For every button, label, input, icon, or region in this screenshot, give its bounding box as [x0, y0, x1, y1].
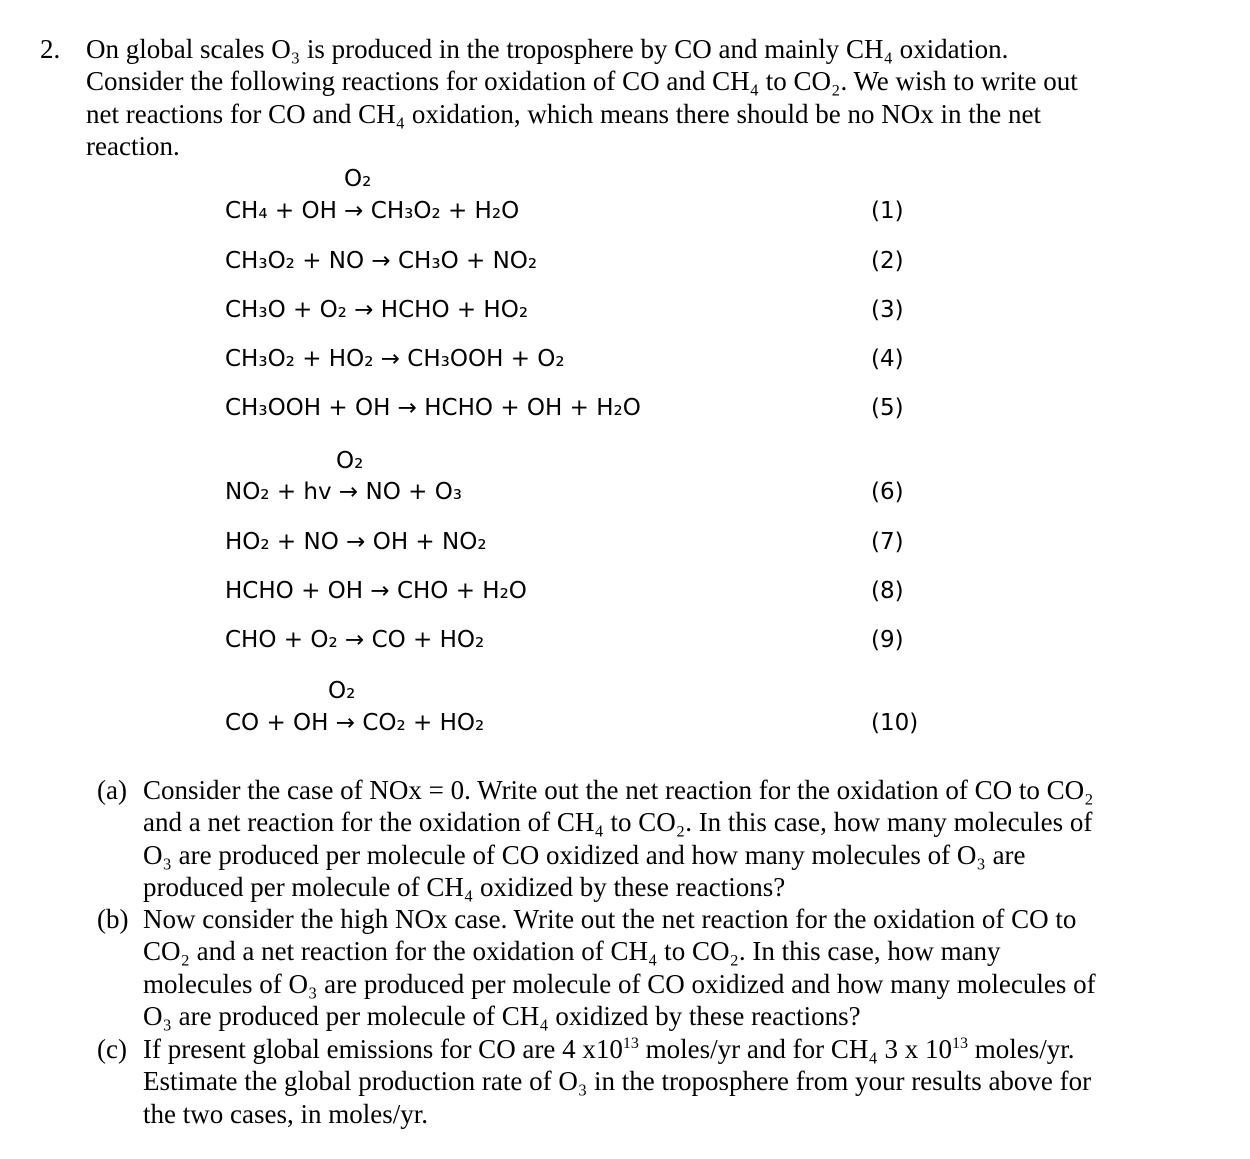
- reaction-3-equation: CH₃O + O₂ → HCHO + HO₂: [225, 297, 529, 323]
- reaction-7-number: (7): [871, 529, 904, 555]
- part-c-label: (c): [97, 1034, 127, 1064]
- reaction-4-equation: CH₃O₂ + HO₂ → CH₃OOH + O₂: [225, 346, 565, 372]
- part-b-line: O₃ are produced per molecule of CH₄ oxidized by these reactions?: [143, 1001, 861, 1031]
- reaction-3-number: (3): [871, 297, 904, 323]
- part-c-exponent: 13: [952, 1035, 969, 1052]
- part-b-line: Now consider the high NOx case. Write out the net reaction for the oxidation of CO to: [143, 904, 1077, 934]
- part-c-text: If present global emissions for CO are 4 x10: [143, 1034, 623, 1064]
- reaction-1-over-arrow: O₂: [344, 166, 372, 192]
- part-c-text: moles/yr and for CH₄ 3 x 10: [638, 1034, 953, 1064]
- reaction-1-equation: CH₄ + OH → CH₃O₂ + H₂O: [225, 198, 520, 224]
- part-b-line: molecules of O₃ are produced per molecule of CO oxidized and how many molecules of: [143, 969, 1096, 999]
- reaction-10-number: (10): [871, 710, 919, 736]
- part-a-label: (a): [97, 775, 127, 805]
- part-b-line: CO₂ and a net reaction for the oxidation of CH₄ to CO₂. In this case, how many: [143, 936, 1001, 966]
- reaction-6-over-arrow: O₂: [336, 448, 364, 474]
- reaction-5-equation: CH₃OOH + OH → HCHO + OH + H₂O: [225, 395, 641, 421]
- intro-line: reaction.: [86, 131, 180, 161]
- reaction-6-number: (6): [871, 479, 904, 505]
- part-a-line: and a net reaction for the oxidation of CH₄ to CO₂. In this case, how many molecules of: [143, 807, 1093, 837]
- reaction-9-equation: CHO + O₂ → CO + HO₂: [225, 627, 485, 653]
- reaction-4-number: (4): [871, 346, 904, 372]
- reaction-2-number: (2): [871, 248, 904, 274]
- reaction-2-equation: CH₃O₂ + NO → CH₃O + NO₂: [225, 248, 538, 274]
- part-c-line: [143, 1034, 1075, 1065]
- part-c-text: moles/yr.: [968, 1034, 1075, 1064]
- intro-line: On global scales O₃ is produced in the troposphere by CO and mainly CH₄ oxidation.: [86, 34, 1009, 64]
- intro-line: Consider the following reactions for oxidation of CO and CH₄ to CO₂. We wish to write out: [86, 66, 1078, 96]
- question-number: 2.: [40, 34, 61, 64]
- reaction-6-equation: NO₂ + hv → NO + O₃: [225, 479, 463, 505]
- part-b-label: (b): [97, 904, 129, 934]
- part-c-line: the two cases, in moles/yr.: [143, 1099, 428, 1129]
- reaction-7-equation: HO₂ + NO → OH + NO₂: [225, 529, 487, 555]
- part-a-line: produced per molecule of CH₄ oxidized by these reactions?: [143, 872, 786, 902]
- part-c-line: Estimate the global production rate of O₃ in the troposphere from your results above for: [143, 1066, 1092, 1096]
- reaction-10-over-arrow: O₂: [328, 678, 356, 704]
- reaction-8-equation: HCHO + OH → CHO + H₂O: [225, 578, 527, 604]
- reaction-5-number: (5): [871, 395, 904, 421]
- intro-line: net reactions for CO and CH₄ oxidation, which means there should be no NOx in the net: [86, 99, 1041, 129]
- part-c-exponent: 13: [622, 1035, 639, 1052]
- reaction-10-equation: CO + OH → CO₂ + HO₂: [225, 710, 485, 736]
- reaction-8-number: (8): [871, 578, 904, 604]
- part-a-line: O₃ are produced per molecule of CO oxidized and how many molecules of O₃ are: [143, 840, 1026, 870]
- reaction-1-number: (1): [871, 198, 904, 224]
- part-a-line: Consider the case of NOx = 0. Write out the net reaction for the oxidation of CO to CO₂: [143, 775, 1094, 805]
- reaction-9-number: (9): [871, 627, 904, 653]
